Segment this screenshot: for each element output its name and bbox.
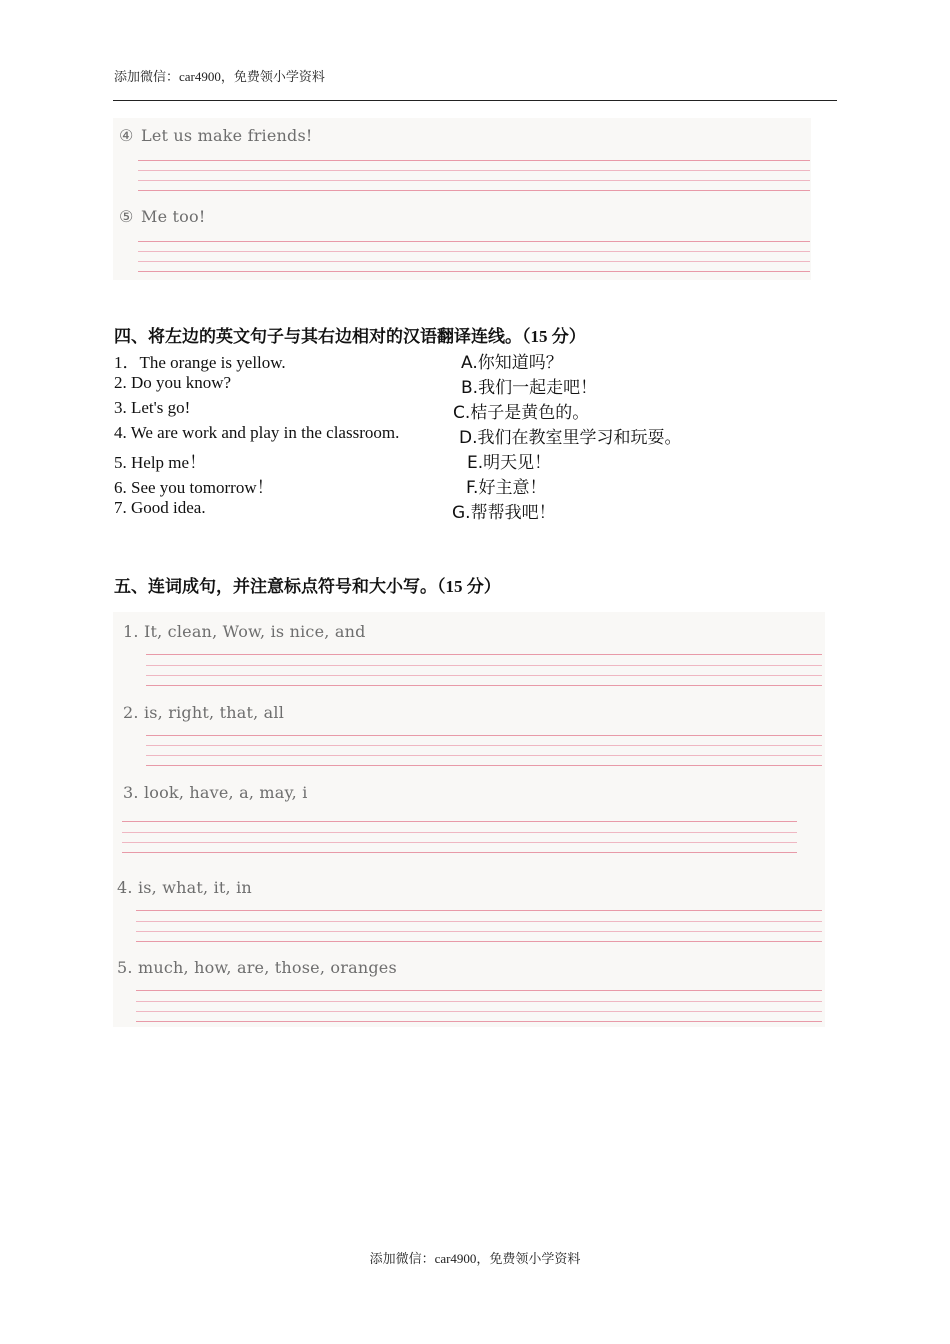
writing-line xyxy=(136,1011,822,1012)
section5-item-2: 2. is, right, that, all xyxy=(123,703,285,722)
writing-line xyxy=(122,821,797,822)
scanned-writing-area-part5 xyxy=(113,612,825,1027)
writing-line xyxy=(138,251,810,252)
section5-item-5: 5. much, how, are, those, oranges xyxy=(117,958,397,977)
writing-line xyxy=(146,745,822,746)
section4-title xyxy=(114,322,586,347)
writing-line xyxy=(136,941,822,942)
writing-line xyxy=(138,190,810,191)
section5-title-text: 五、连词成句，并注意标点符号和大小写。 xyxy=(114,577,437,597)
writing-line xyxy=(136,1001,822,1002)
writing-line xyxy=(122,852,797,853)
match-right-c: C.桔子是黄色的。 xyxy=(453,403,590,423)
match-right-d: D.我们在教室里学习和玩耍。 xyxy=(459,428,682,448)
header-divider xyxy=(113,100,837,101)
writing-line xyxy=(146,675,822,676)
match-left-6: 6. See you tomorrow！ xyxy=(114,478,274,497)
writing-line xyxy=(146,685,822,686)
part3-item-5: Me too! xyxy=(141,207,206,226)
match-left-7: 7. Good idea. xyxy=(114,498,206,517)
item-number-4: ④ xyxy=(119,126,134,145)
header-text: 添加微信：car4900，免费领小学资料 xyxy=(114,69,325,84)
match-left-5: 5. Help me！ xyxy=(114,453,207,472)
writing-line xyxy=(146,654,822,655)
section5-item-1: 1. It, clean, Wow, is nice, and xyxy=(123,622,366,641)
writing-line xyxy=(122,832,797,833)
writing-line xyxy=(146,755,822,756)
writing-line xyxy=(136,921,822,922)
match-left-2: 2. Do you know? xyxy=(114,373,232,392)
writing-line xyxy=(136,990,822,991)
match-left-4: 4. We are work and play in the classroom. xyxy=(114,423,400,442)
scanned-writing-area-part3 xyxy=(113,118,811,280)
part3-item-4: Let us make friends! xyxy=(141,126,313,145)
match-left-1: 1．The orange is yellow. xyxy=(114,353,286,372)
match-left-3: 3. Let's go! xyxy=(114,398,191,417)
section5-points: （15 分） xyxy=(437,577,501,596)
section5-title xyxy=(114,572,501,597)
writing-line xyxy=(136,910,822,911)
writing-line xyxy=(138,160,810,161)
writing-line xyxy=(138,261,810,262)
section4-points: （15 分） xyxy=(522,327,586,346)
writing-line xyxy=(122,842,797,843)
section4-title-text: 四、将左边的英文句子与其右边相对的汉语翻译连线。 xyxy=(114,327,522,347)
writing-line xyxy=(146,665,822,666)
item-number-5: ⑤ xyxy=(119,207,134,226)
writing-line xyxy=(136,1021,822,1022)
section5-item-3: 3. look, have, a, may, i xyxy=(123,783,308,802)
section5-item-4: 4. is, what, it, in xyxy=(117,878,252,897)
writing-line xyxy=(146,765,822,766)
writing-line xyxy=(138,271,810,272)
match-right-a: A.你知道吗？ xyxy=(461,353,563,373)
writing-line xyxy=(146,735,822,736)
match-right-f: F.好主意！ xyxy=(466,478,547,498)
match-right-b: B.我们一起走吧！ xyxy=(461,378,598,398)
writing-line xyxy=(138,180,810,181)
footer-text: 添加微信：car4900，免费领小学资料 xyxy=(369,1251,581,1266)
match-right-g: G.帮帮我吧！ xyxy=(452,503,556,523)
writing-line xyxy=(138,241,810,242)
writing-line xyxy=(138,170,810,171)
match-right-e: E.明天见！ xyxy=(467,453,552,473)
writing-line xyxy=(136,931,822,932)
